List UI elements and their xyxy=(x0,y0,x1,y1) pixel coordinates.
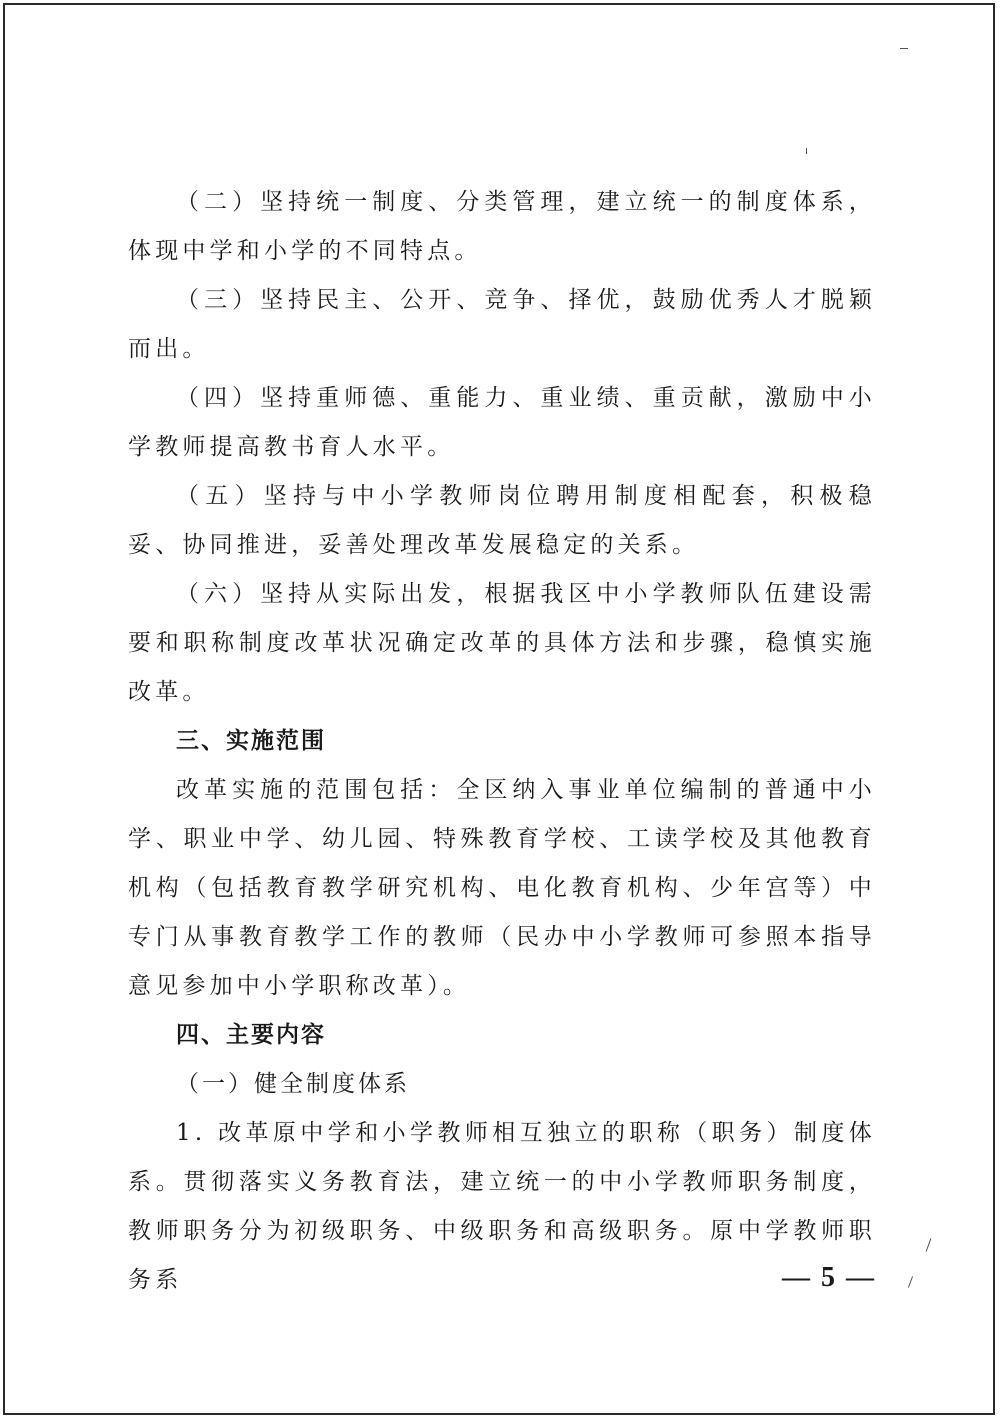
scan-speck xyxy=(908,1276,913,1288)
paragraph-principle-5: （五）坚持与中小学教师岗位聘用制度相配套，积极稳妥、协同推进，妥善处理改革发展稳定的关系。 xyxy=(128,483,876,558)
paragraph-principle-2: （二）坚持统一制度、分类管理，建立统一的制度体系，体现中学和小学的不同特点。 xyxy=(128,189,876,264)
scan-speck xyxy=(806,148,807,154)
paragraph-scope: 改革实施的范围包括：全区纳入事业单位编制的普通中小学、职业中学、幼儿园、特殊教育学校、工读学校及其他教育机构（包括教育教学研究机构、电化教育机构、少年宫等）中专门从事教育教学工作的教师（民办中小学教师可参照本指导意见参加中小学职称改革）。 xyxy=(128,777,876,999)
paragraph-principle-6: （六）坚持从实际出发，根据我区中小学教师队伍建设需要和职称制度改革状况确定改革的具体方法和步骤，稳慎实施改革。 xyxy=(128,581,876,705)
scan-speck xyxy=(926,1238,932,1251)
paragraph-principle-4: （四）坚持重师德、重能力、重业绩、重贡献，激励中小学教师提高教书育人水平。 xyxy=(128,385,876,460)
section-heading-main-content: 四、主要内容 xyxy=(176,1022,326,1048)
paragraph-principle-3: （三）坚持民主、公开、竞争、择优，鼓励优秀人才脱颖而出。 xyxy=(128,287,876,362)
document-body xyxy=(128,178,876,1305)
page-number: — 5 — xyxy=(782,1262,876,1293)
scan-speck xyxy=(900,48,908,49)
section-heading-scope: 三、实施范围 xyxy=(176,728,326,754)
paragraph-reform-1: 1. 改革原中学和小学教师相互独立的职称（职务）制度体系。贯彻落实义务教育法，建立统一的中小学教师职务制度，教师职务分为初级职务、中级职务和高级职务。原中学教师职务系 xyxy=(128,1120,876,1293)
subsection-heading-system: （一）健全制度体系 xyxy=(176,1071,410,1097)
